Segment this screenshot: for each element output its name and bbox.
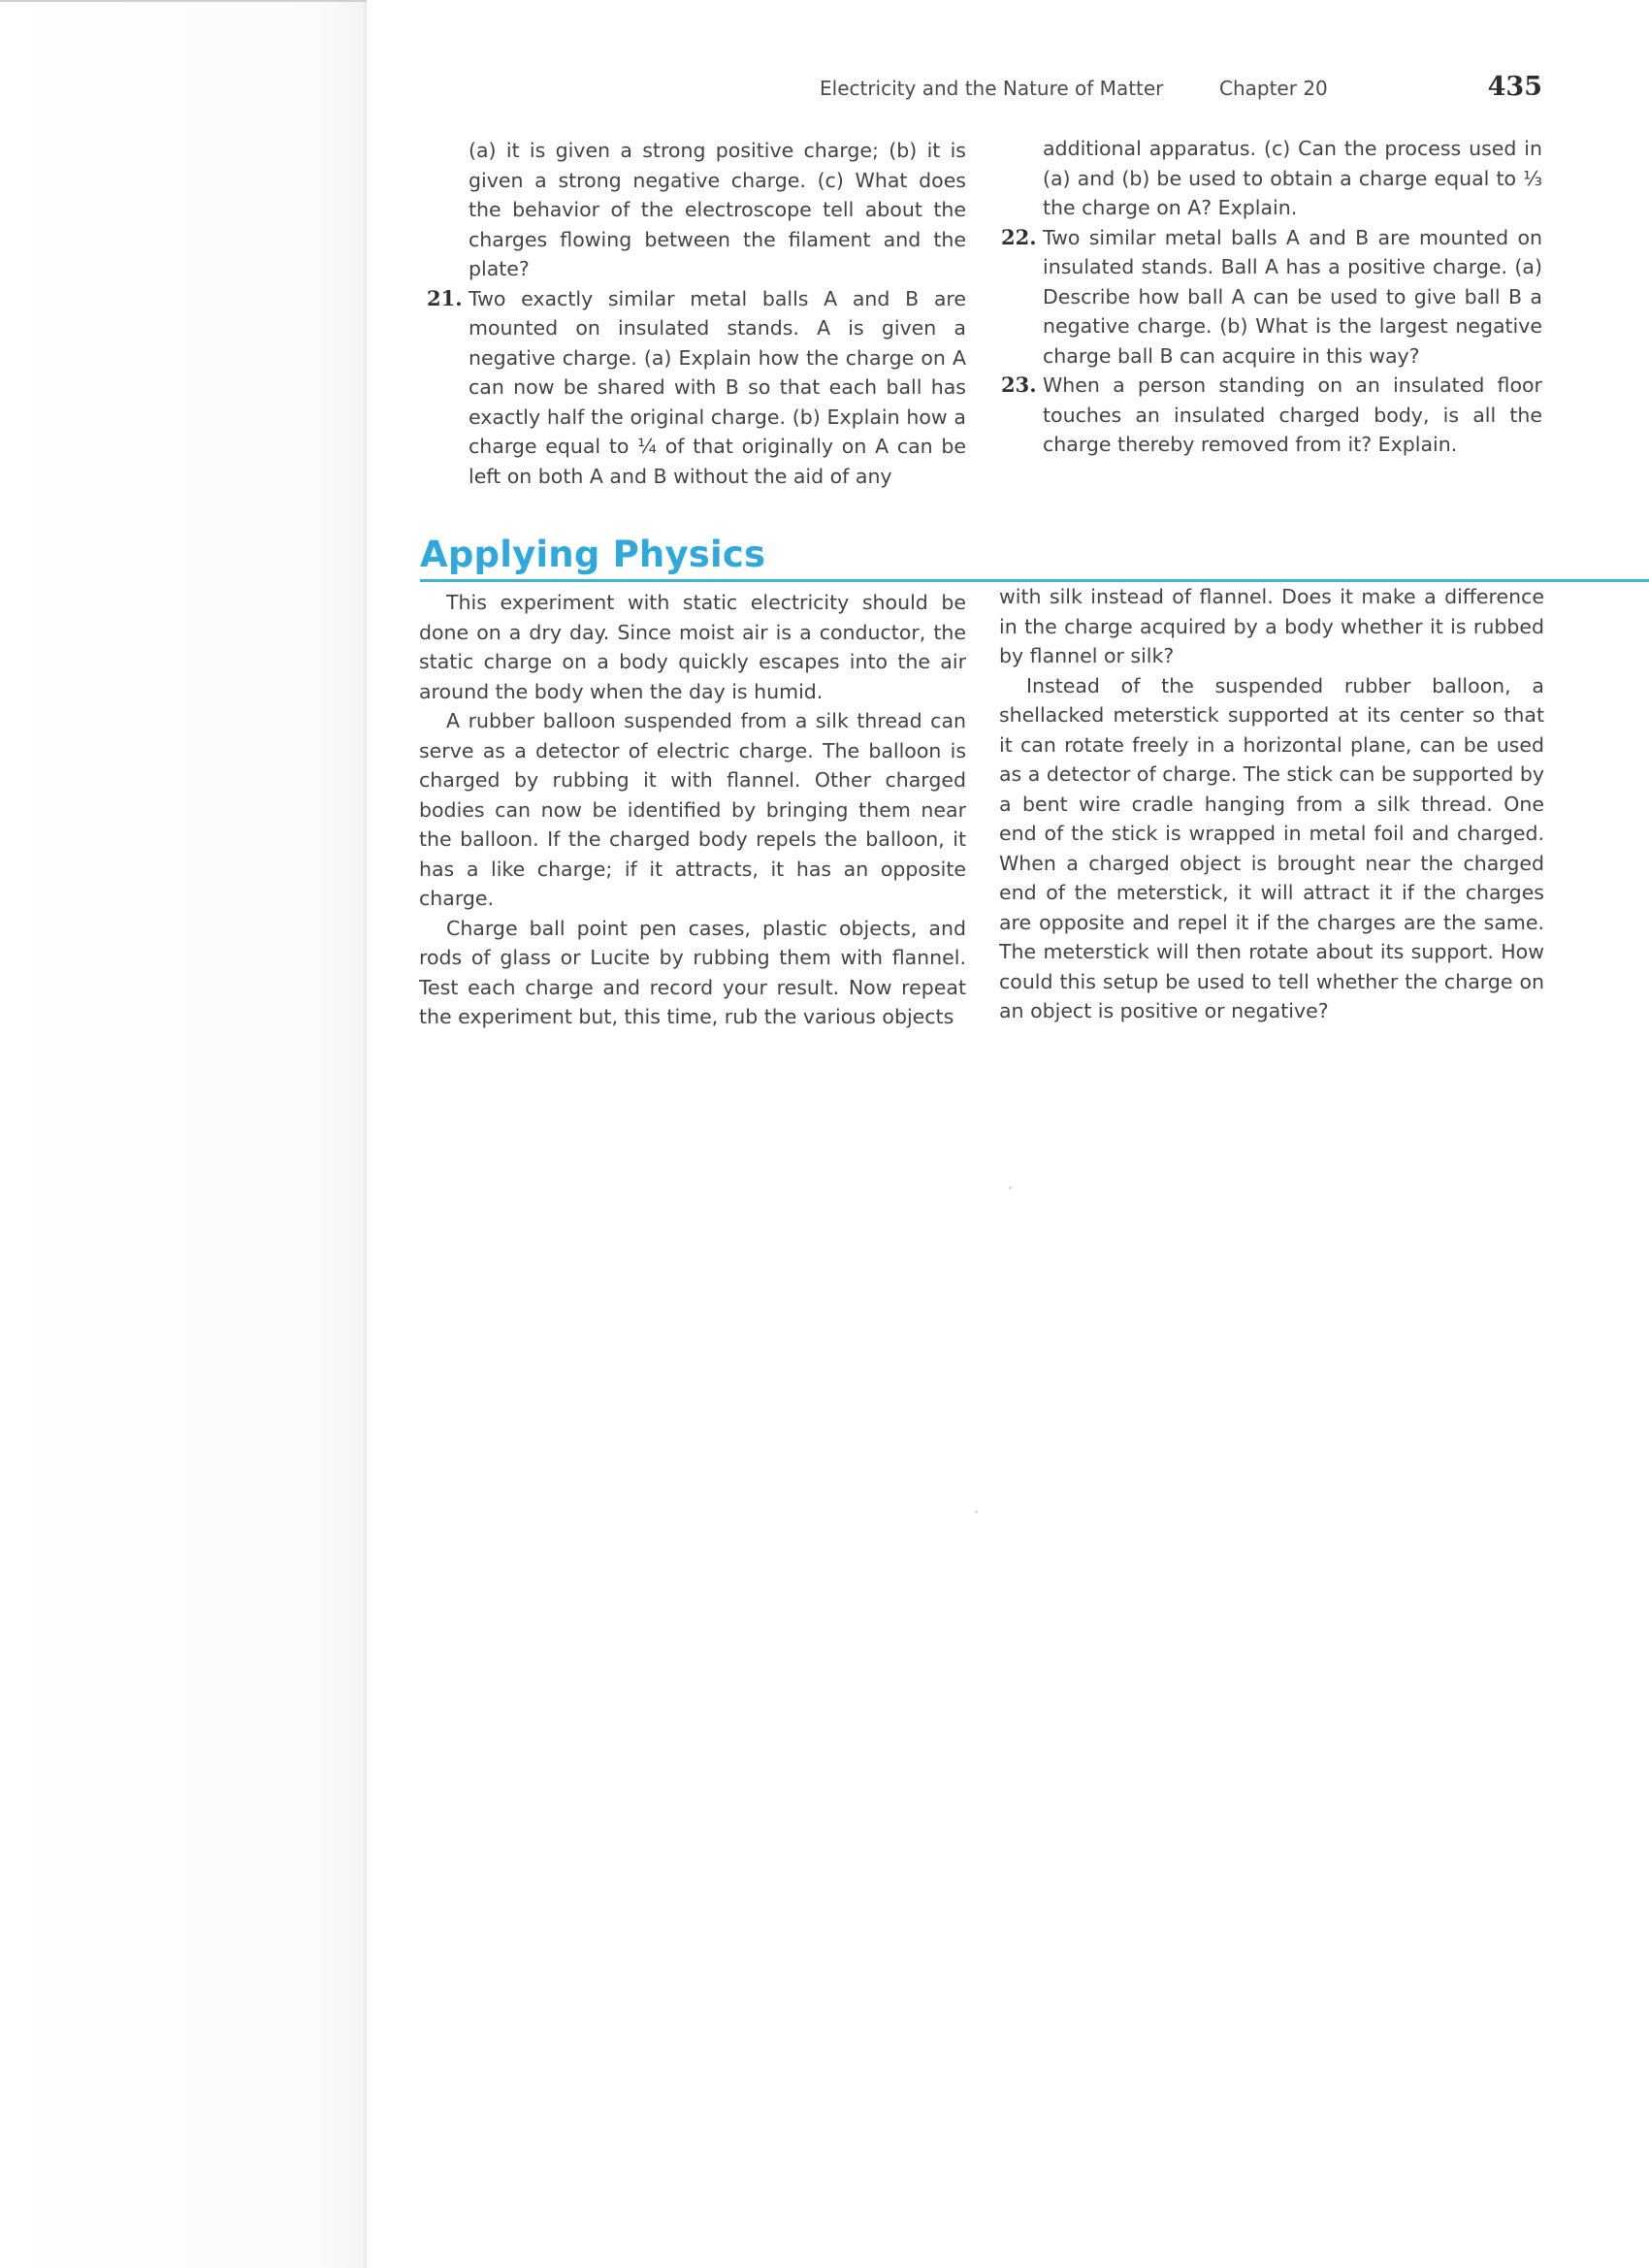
applying-physics-column-left: [419, 588, 966, 1032]
question-20-continuation-text: (a) it is given a strong positive charge; (b) it is given a strong negative charge. (c) What does the behavior of the electroscope tell about the charges flowing between the filament and the plate?: [469, 139, 966, 280]
scan-margin-shadow: [0, 0, 367, 2268]
question-21-continuation-text: additional apparatus. (c) Can the process used in (a) and (b) be used to obtain a charge equal to ⅓ the charge on A? Explain.: [1043, 137, 1542, 219]
body-paragraph: Instead of the suspended rubber balloon, a shellacked meterstick supported at its center so that it can rotate freely in a horizontal plane, can be used as a detector of charge. The stick can be supported by a bent wire cradle hanging from a silk thread. One end of the stick is wrapped in metal foil and charged. When a charged object is brought near the charged end of the meterstick, it will attract it if the charges are opposite and repel it if the charges are the same. The meterstick will then rotate about its support. How could this setup be used to tell whether the charge on an object is positive or negative?: [999, 673, 1544, 1022]
section-heading-applying-physics: Applying Physics: [420, 534, 766, 575]
question-continuation: [427, 136, 966, 284]
page-number: 435: [1487, 72, 1542, 102]
scan-top-edge: [0, 0, 367, 2]
question-23: [1001, 371, 1542, 460]
questions-column-right: [1001, 134, 1542, 460]
question-text: Two exactly similar metal balls A and B are mounted on insulated stands. A is given a negative charge. (a) Explain how the charge on A can now be shared with B so that each ball has exactly half the original charge. (b) Explain how a charge equal to ¼ of that originally on A can be left on both A and B without the aid of any: [469, 286, 966, 488]
scan-speck: [975, 1510, 978, 1513]
body-paragraph: This experiment with static electricity should be done on a dry day. Since moist air is a conductor, the static charge on a body quickly escapes into the air around the body when the day is humid.: [419, 591, 966, 703]
question-continuation: [1001, 134, 1542, 223]
questions-column-left: [427, 136, 966, 491]
applying-physics-column-right: [999, 582, 1544, 1026]
body-paragraph: with silk instead of flannel. Does it make a difference in the charge acquired by a body whether it is rubbed by flannel or silk?: [999, 585, 1544, 667]
body-paragraph: Charge ball point pen cases, plastic objects, and rods of glass or Lucite by rubbing them with flannel. Test each charge and record your result. Now repeat the experiment but, this time, rub the various objects: [419, 916, 966, 1028]
chapter-label: Chapter 20: [1219, 77, 1328, 100]
question-number: 23.: [1001, 373, 1037, 397]
running-head: [820, 72, 1542, 107]
question-text: When a person standing on an insulated floor touches an insulated charged body, is all the charge thereby removed from it? Explain.: [1043, 373, 1542, 456]
question-number: 21.: [427, 285, 463, 310]
question-number: 22.: [1001, 224, 1037, 249]
question-21: [427, 284, 966, 492]
book-title: Electricity and the Nature of Matter: [820, 77, 1164, 100]
body-paragraph: A rubber balloon suspended from a silk thread can serve as a detector of electric charge. The balloon is charged by rubbing it with flannel. Other charged bodies can now be identified by bringing them near the balloon. If the charged body repels the balloon, it has a like charge; if it attracts, it has an opposite charge.: [419, 709, 966, 910]
scan-speck: [1009, 1186, 1012, 1189]
question-22: [1001, 223, 1542, 372]
question-text: Two similar metal balls A and B are mounted on insulated stands. Ball A has a positive charge. (a) Describe how ball A can be used to give ball B a negative charge. (b) What is the largest negative charge ball B can acquire in this way?: [1043, 225, 1542, 368]
